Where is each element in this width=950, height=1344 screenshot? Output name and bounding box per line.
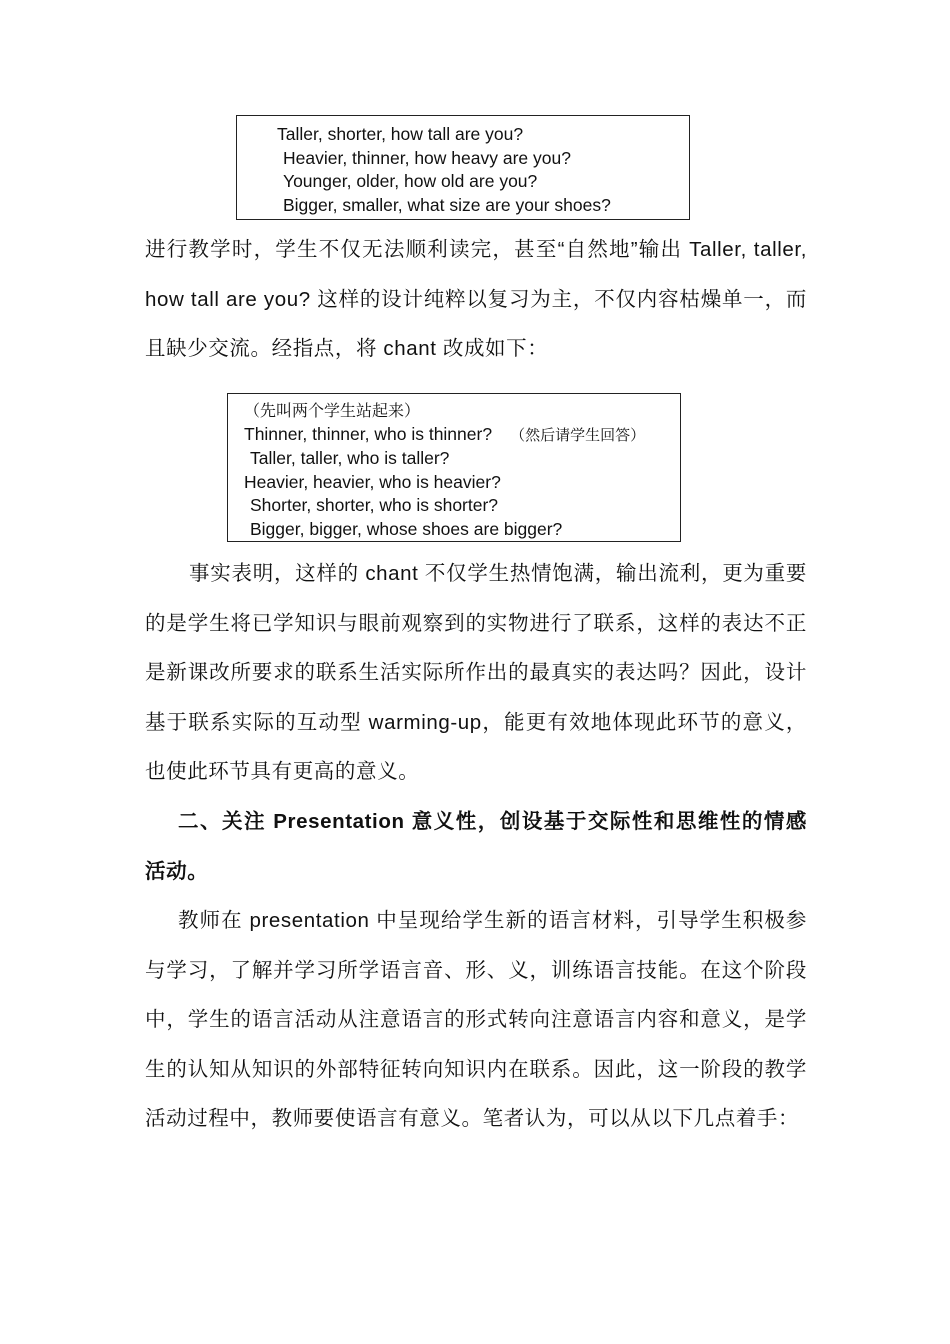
chant-line: Taller, shorter, how tall are you? <box>277 124 524 144</box>
chant-line-text: Thinner, thinner, who is thinner? <box>244 423 493 444</box>
chant-box-2 <box>227 393 681 542</box>
chant-line: Heavier, heavier, who is heavier? <box>244 471 501 492</box>
paragraph-1: 进行教学时，学生不仅无法顺利读完，甚至“自然地”输出 Taller, taller, how tall are you? 这样的设计纯粹以复习为主，不仅内容枯燥单一，而且缺少交流。经指点，将 chant 改成如下： <box>145 238 807 360</box>
chant-note: （然后请学生回答） <box>510 425 646 444</box>
paragraph-3: 教师在 presentation 中呈现给学生新的语言材料，引导学生积极参与学习，了解并学习所学语言音、形、义，训练语言技能。在这个阶段中，学生的语言活动从注意语言的形式转向注意语言内容和意义，是学生的认知从知识的外部特征转向知识内在联系。因此，这一阶段的教学活动过程中，教师要使语言有意义。笔者认为，可以从以下几点着手： <box>145 909 807 1130</box>
chant-line: Heavier, thinner, how heavy are you? <box>283 147 571 168</box>
chant-line: Younger, older, how old are you? <box>283 171 538 191</box>
chant-box-1 <box>236 115 690 220</box>
paragraph-2: 事实表明，这样的 chant 不仅学生热情饱满，输出流利，更为重要的是学生将已学知识与眼前观察到的实物进行了联系，这样的表达不正是新课改所要求的联系生活实际所作出的最真实的表达吗？因此，设计基于联系实际的互动型 warming-up，能更有效地体现此环节的意义，也使此环节具有更高的意义。 <box>145 562 807 783</box>
chant-line: Bigger, smaller, what size are your shoes? <box>283 194 611 215</box>
chant-line: Taller, taller, who is taller? <box>250 448 450 468</box>
chant-intro: （先叫两个学生站起来） <box>244 401 421 420</box>
chant-line: Bigger, bigger, whose shoes are bigger? <box>250 518 563 539</box>
section-heading: 二、关注 Presentation 意义性，创设基于交际性和思维性的情感活动。 <box>145 810 807 883</box>
chant-line: Shorter, shorter, who is shorter? <box>250 495 499 515</box>
chant-line <box>244 423 680 448</box>
